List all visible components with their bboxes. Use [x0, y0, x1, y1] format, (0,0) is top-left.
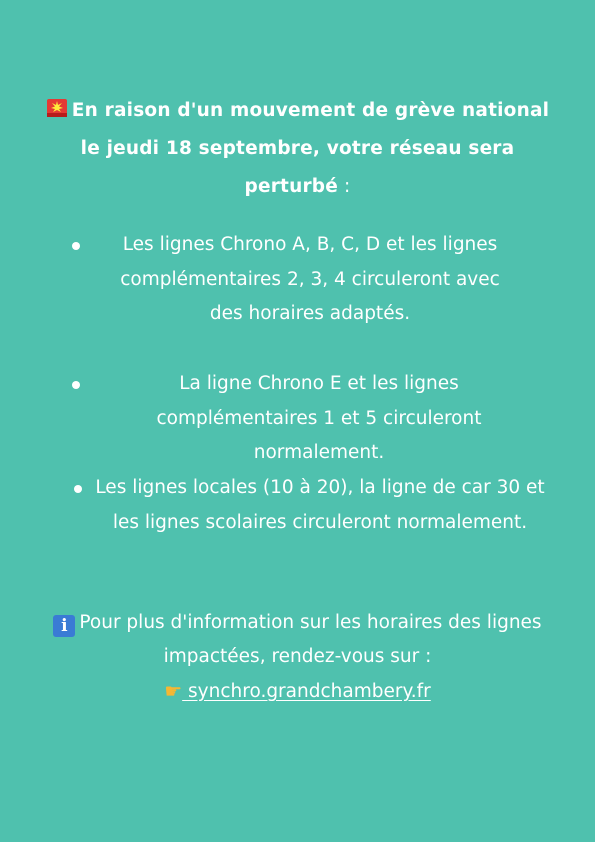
siren-icon	[46, 98, 68, 118]
pointing-hand-icon: ☛	[164, 679, 183, 703]
list-item-text: Les lignes locales (10 à 20), la ligne de car 30 et les lignes scolaires circuleront normalement.	[95, 477, 545, 533]
info-text: Pour plus d'information sur les horaires des lignes impactées, rendez-vous sur :	[79, 612, 542, 667]
headline-text: En raison d'un mouvement de grève national le jeudi 18 septembre, votre réseau sera perturbé	[71, 100, 550, 197]
list-item	[90, 471, 550, 540]
info-block	[40, 606, 555, 709]
link-row	[40, 674, 555, 709]
bullet-icon	[72, 381, 80, 389]
list-item	[100, 367, 538, 471]
website-link[interactable]: synchro.grandchambery.fr	[182, 681, 431, 702]
list-item-text: Les lignes Chrono A, B, C, D et les lignes complémentaires 2, 3, 4 circuleront avec des horaires adaptés.	[120, 234, 500, 324]
headline-colon: :	[337, 176, 351, 197]
bullet-icon	[74, 485, 82, 493]
list-item-text: La ligne Chrono E et les lignes complémentaires 1 et 5 circuleront normalement.	[156, 373, 482, 463]
list-item	[105, 228, 515, 332]
information-icon: i	[53, 615, 75, 637]
bullet-icon	[72, 242, 80, 250]
headline	[40, 92, 555, 206]
